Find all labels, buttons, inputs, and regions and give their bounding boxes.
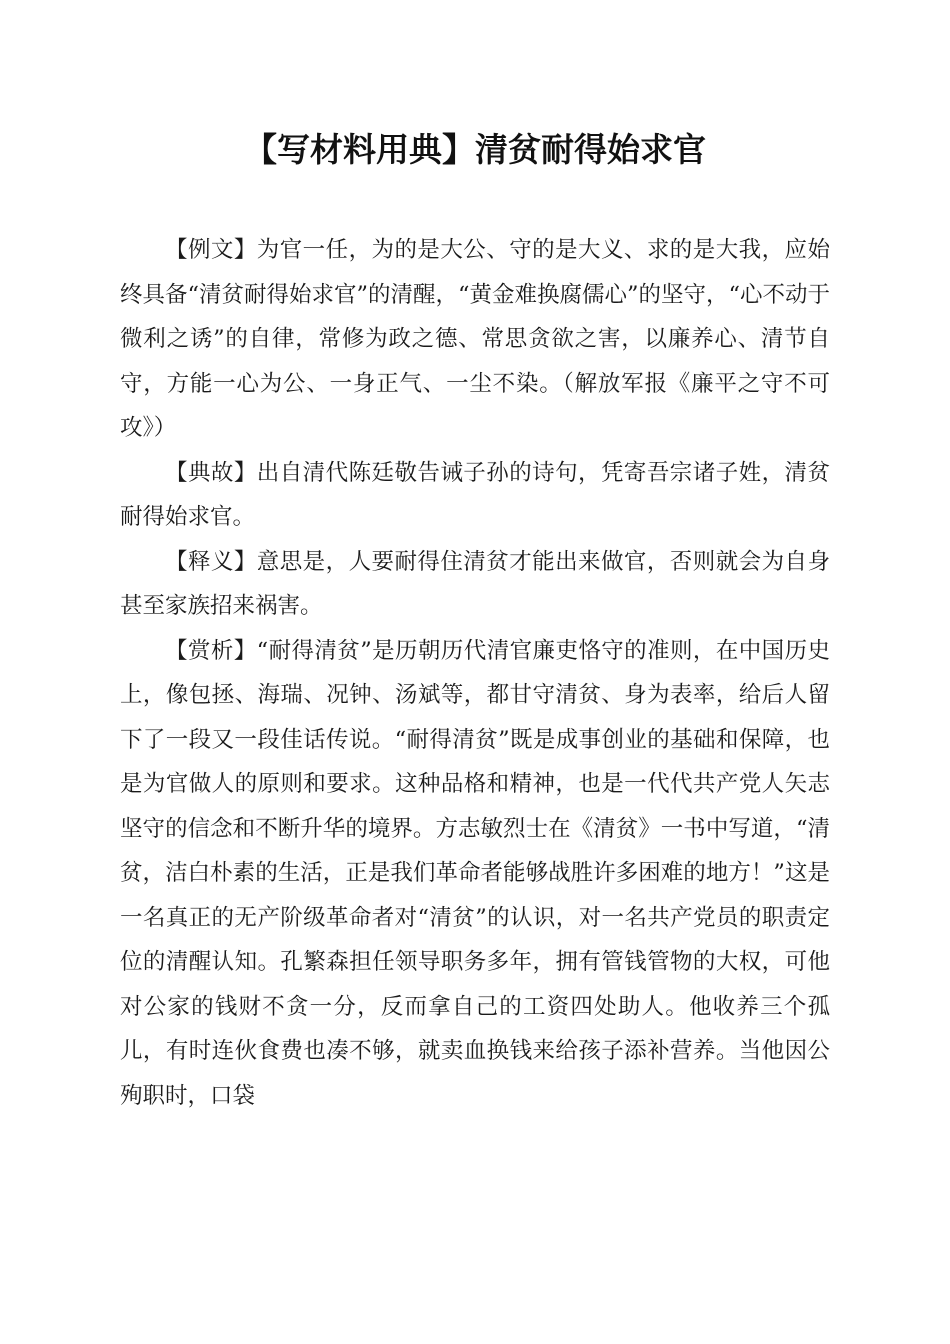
- paragraph-appreciation: 【赏析】“耐得清贫”是历朝历代清官廉吏恪守的准则，在中国历史上，像包拯、海瑞、况钟、汤斌等，都甘守清贫、身为表率，给后人留下了一段又一段佳话传说。“耐得清贫”既是成事创业的基础和保障，也是为官做人的原则和要求。这种品格和精神，也是一代代共产党人矢志坚守的信念和不断升华的境界。方志敏烈士在《清贫》一书中写道，“清贫，洁白朴素的生活，正是我们革命者能够战胜许多困难的地方！”这是一名真正的无产阶级革命者对“清贫”的认识，对一名共产党员的职责定位的清醒认知。孔繁森担任领导职务多年，拥有管钱管物的大权，可他对公家的钱财不贪一分，反而拿自己的工资四处助人。他收养三个孤儿，有时连伙食费也凑不够，就卖血换钱来给孩子添补营养。当他因公殉职时，口袋: [120, 637, 830, 1109]
- document-title: 【写材料用典】清贫耐得始求官: [244, 130, 706, 169]
- paragraph-meaning: 【释义】意思是，人要耐得住清贫才能出来做官，否则就会为自身甚至家族招来祸害。: [120, 548, 830, 619]
- paragraph-example: 【例文】为官一任，为的是大公、守的是大义、求的是大我，应始终具备“清贫耐得始求官”的清醒，“黄金难换腐儒心”的坚守，“心不动于微利之诱”的自律，常修为政之德、常思贪欲之害，以廉养心、清节自守，方能一心为公、一身正气、一尘不染。（解放军报《廉平之守不可攻》）: [120, 237, 831, 441]
- paragraph-allusion: 【典故】出自清代陈廷敬告诫子孙的诗句，凭寄吾宗诸子姓，清贫耐得始求官。: [120, 459, 830, 530]
- document-body: [120, 228, 830, 1118]
